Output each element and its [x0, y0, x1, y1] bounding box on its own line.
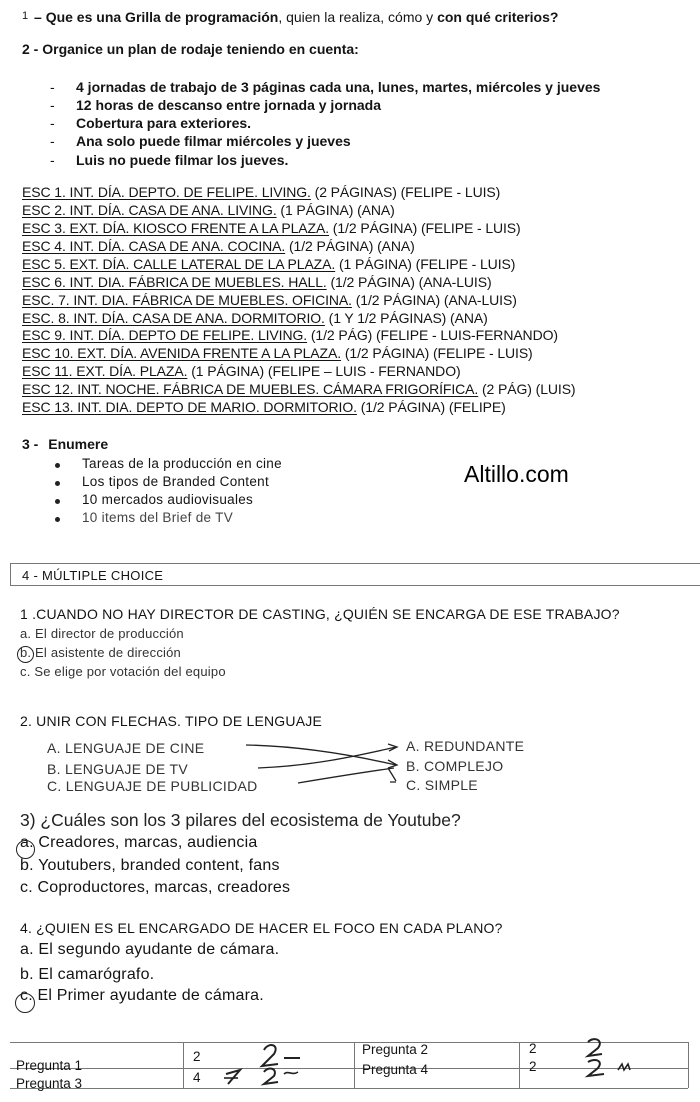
scene-heading: ESC 4. INT. DÍA. CASA DE ANA. COCINA. — [22, 238, 286, 254]
dash-bullet: - — [50, 79, 55, 95]
scene-heading: ESC 9. INT. DÍA. DEPTO DE FELIPE. LIVING. — [22, 327, 308, 343]
scene-details: (1/2 PÁGINA) (FELIPE - LUIS) — [341, 345, 533, 361]
answer-circle — [15, 993, 35, 1013]
scene-details: (1/2 PÁGINA) (FELIPE - LUIS) — [329, 220, 521, 236]
question-3-text: Enumere — [48, 436, 109, 452]
scene-row — [22, 220, 521, 236]
mc-2-right-c: C. SIMPLE — [406, 777, 478, 793]
mc-2-left-c: C. LENGUAJE DE PUBLICIDAD — [47, 778, 258, 794]
scene-heading: ESC 13. INT. DIA. DEPTO DE MARIO. DORMITORIO. — [22, 399, 357, 415]
mc-4-option-c: c. El Primer ayudante de cámara. — [20, 987, 264, 1004]
mc-1-option-a: a. El director de producción — [20, 626, 184, 641]
mc-2-left-b: B. LENGUAJE DE TV — [47, 761, 188, 777]
mc-2-question: 2. UNIR CON FLECHAS. TIPO DE LENGUAJE — [20, 713, 322, 729]
mc-1-question: 1 .CUANDO NO HAY DIRECTOR DE CASTING, ¿QUIÉN SE ENCARGA DE ESE TRABAJO? — [20, 606, 620, 622]
condition-item — [50, 79, 601, 95]
mc-3-option-c: c. Coproductores, marcas, creadores — [20, 879, 291, 896]
scene-heading: ESC. 8. INT. DÍA. CASA DE ANA. DORMITORIO. — [22, 310, 325, 326]
answer-circle — [17, 646, 34, 663]
bullet-item: 10 items del Brief de TV — [82, 510, 234, 525]
scene-details: (1/2 PÁG) (FELIPE - LUIS-FERNANDO) — [307, 327, 558, 343]
question-1-text-a: – Que es una Grilla de programación — [34, 9, 279, 25]
scene-row — [22, 327, 558, 343]
grade-value: 2 — [529, 1041, 537, 1056]
scene-row — [22, 238, 415, 254]
question-1-text-c: con qué criterios? — [437, 9, 559, 25]
question-1-number: 1 — [22, 10, 29, 22]
condition-text: 12 horas de descanso entre jornada y jornada — [76, 97, 381, 113]
condition-text: Ana solo puede filmar miércoles y jueves — [76, 133, 351, 149]
dash-bullet: - — [50, 115, 55, 131]
mc-1-option-b: b. El asistente de dirección — [20, 645, 181, 660]
scene-heading: ESC. 7. INT. DIA. FÁBRICA DE MUEBLES. OFICINA. — [22, 292, 352, 308]
table-line — [688, 1042, 689, 1088]
mc-1-option-c: c. Se elige por votación del equipo — [20, 664, 226, 679]
condition-text: Cobertura para exteriores. — [76, 115, 252, 131]
scene-row — [22, 399, 506, 415]
mc-4-option-a: a. El segundo ayudante de cámara. — [20, 941, 280, 958]
watermark: Altillo.com — [464, 461, 569, 487]
divider-line — [10, 563, 11, 585]
handwritten-marks — [220, 1036, 640, 1086]
scene-details: (1/2 PÁGINA) (ANA-LUIS) — [351, 292, 517, 308]
scene-details: (1/2 PÁGINA) (FELIPE) — [356, 399, 506, 415]
scene-heading: ESC 5. EXT. DÍA. CALLE LATERAL DE LA PLAZA. — [22, 256, 336, 272]
mc-4-question: 4. ¿QUIEN ES EL ENCARGADO DE HACER EL FOCO EN CADA PLANO? — [20, 920, 503, 936]
mc-3-option-a: a. Creadores, marcas, audiencia — [20, 834, 258, 851]
mc-4-option-b: b. El camarógrafo. — [20, 966, 155, 983]
divider-line — [10, 585, 700, 586]
bullet-item: 10 mercados audiovisuales — [82, 492, 254, 507]
section-4-title: 4 - MÚLTIPLE CHOICE — [22, 568, 164, 583]
divider-line — [10, 563, 700, 564]
scene-row — [22, 256, 515, 272]
table-line — [10, 1088, 688, 1089]
grade-label: Pregunta 2 — [362, 1042, 429, 1057]
scene-details: (1 PÁGINA) (ANA) — [276, 202, 395, 218]
scene-heading: ESC 12. INT. NOCHE. FÁBRICA DE MUEBLES. CÁMARA FRIGORÍFICA. — [22, 381, 479, 397]
question-1 — [22, 9, 558, 25]
scene-details: (2 PÁGINAS) (FELIPE - LUIS) — [310, 184, 501, 200]
grade-value: 2 — [529, 1059, 537, 1074]
mc-2-left-a: A. LENGUAJE DE CINE — [47, 740, 205, 756]
scene-details: (2 PÁG) (LUIS) — [478, 381, 576, 397]
scene-heading: ESC 11. EXT. DÍA. PLAZA. — [22, 363, 188, 379]
condition-text: Luis no puede filmar los jueves. — [76, 152, 289, 168]
condition-item — [50, 97, 381, 113]
mc-3-option-b: b. Youtubers, branded content, fans — [20, 857, 280, 874]
scene-row — [22, 363, 461, 379]
condition-item — [50, 133, 351, 149]
dash-bullet: - — [50, 152, 55, 168]
scene-details: (1 PÁGINA) (FELIPE – LUIS - FERNANDO) — [187, 363, 461, 379]
handwritten-arrows — [228, 738, 408, 788]
scene-row — [22, 292, 517, 308]
condition-item — [50, 152, 289, 168]
grade-value: 4 — [193, 1070, 201, 1085]
grade-value: 2 — [193, 1049, 201, 1064]
mc-2-right-b: B. COMPLEJO — [406, 758, 504, 774]
scene-heading: ESC 6. INT. DIA. FÁBRICA DE MUEBLES. HALL. — [22, 274, 327, 290]
grade-label: Pregunta 3 — [16, 1076, 83, 1091]
scene-heading: ESC 10. EXT. DÍA. AVENIDA FRENTE A LA PLAZA. — [22, 345, 342, 361]
scene-row — [22, 310, 488, 326]
bullet-item: Tareas de la producción en cine — [82, 456, 282, 471]
condition-item — [50, 115, 252, 131]
question-2-title: 2 - Organice un plan de rodaje teniendo en cuenta: — [22, 41, 359, 57]
scene-row — [22, 274, 492, 290]
scene-row — [22, 345, 533, 361]
dash-bullet: - — [50, 133, 55, 149]
scene-row — [22, 184, 500, 200]
mc-2-right-a: A. REDUNDANTE — [406, 738, 525, 754]
scene-heading: ESC 2. INT. DÍA. CASA DE ANA. LIVING. — [22, 202, 277, 218]
mc-3-question: 3) ¿Cuáles son los 3 pilares del ecosistema de Youtube? — [20, 810, 461, 830]
question-3-prefix: 3 - — [22, 436, 39, 452]
bullet-item: Los tipos de Branded Content — [82, 474, 270, 489]
question-1-text-b: , quien la realiza, cómo y — [278, 9, 438, 25]
scene-details: (1/2 PÁGINA) (ANA-LUIS) — [326, 274, 492, 290]
table-line — [183, 1042, 184, 1088]
scene-row — [22, 202, 395, 218]
condition-text: 4 jornadas de trabajo de 3 páginas cada una, lunes, martes, miércoles y jueves — [76, 79, 601, 95]
scene-row — [22, 381, 576, 397]
grade-label: Pregunta 4 — [362, 1062, 429, 1077]
grade-label: Pregunta 1 — [16, 1058, 83, 1073]
scene-heading: ESC 1. INT. DÍA. DEPTO. DE FELIPE. LIVING. — [22, 184, 311, 200]
scene-details: (1/2 PÁGINA) (ANA) — [285, 238, 415, 254]
dash-bullet: - — [50, 97, 55, 113]
question-3-title — [22, 436, 108, 452]
scene-heading: ESC 3. EXT. DÍA. KIOSCO FRENTE A LA PLAZA. — [22, 220, 330, 236]
scene-details: (1 Y 1/2 PÁGINAS) (ANA) — [324, 310, 488, 326]
scene-details: (1 PÁGINA) (FELIPE - LUIS) — [335, 256, 516, 272]
